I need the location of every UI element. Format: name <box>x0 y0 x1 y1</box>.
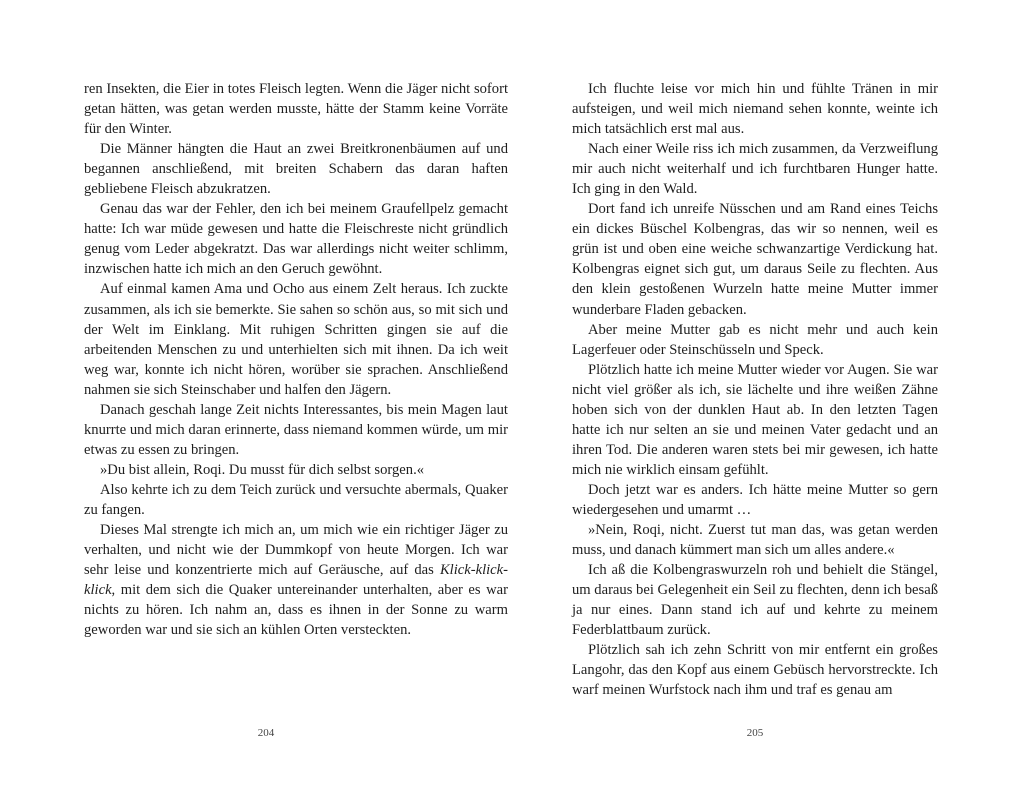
paragraph: Die Männer hängten die Haut an zwei Breitkronenbäumen auf und begannen anschließend, mit breiten Schabern das daran haften gebliebene Fleisch abzukratzen. <box>84 141 508 198</box>
text-run: Dieses Mal strengte ich mich an, um mich wie ein richtiger Jäger zu verhalten, und nicht wie der Dummkopf von heute Morgen. Ich war sehr leise und konzentrierte mich auf Geräusche, auf das <box>84 522 508 579</box>
emphasis-text: Klick-klick-klick <box>84 562 508 599</box>
paragraph: Plötzlich sah ich zehn Schritt von mir entfernt ein großes Langohr, das den Kopf aus einem Gebüsch hervorstreckte. Ich warf meinen Wurfstock nach ihm und traf es genau am <box>572 642 938 699</box>
paragraph: Also kehrte ich zu dem Teich zurück und versuchte abermals, Quaker zu fangen. <box>84 481 508 518</box>
paragraph: Danach geschah lange Zeit nichts Interessantes, bis mein Magen laut knurrte und mich daran erinnerte, dass niemand kommen würde, um mir etwas zu essen zu bringen. <box>84 401 508 458</box>
paragraph: Auf einmal kamen Ama und Ocho aus einem Zelt heraus. Ich zuckte zusammen, als ich sie bemerkte. Sie sahen so schön aus, so mit sich und der Welt im Einklang. Mit ruhigen Schritten gingen sie auf die arbeitenden Menschen zu und unterhielten sich mit ihnen. Da ich weit weg war, konnte ich nicht hören, worüber sie sprachen. Anschließend nahmen sie sich Steinschaber und halfen den Jägern. <box>84 281 508 398</box>
paragraph: »Du bist allein, Roqi. Du musst für dich selbst sorgen.« <box>100 461 425 478</box>
left-page <box>84 79 508 640</box>
paragraph: Genau das war der Fehler, den ich bei meinem Graufellpelz gemacht hatte: Ich war müde gewesen und hatte die Fleischreste nicht gründlich genug vom Leder abgekratzt. Das war allerdings nicht weiter schlimm, inzwischen hatte ich mich an den Geruch gewöhnt. <box>84 201 508 278</box>
paragraph: Doch jetzt war es anders. Ich hätte meine Mutter so gern wiedergesehen und umarmt … <box>572 481 938 518</box>
paragraph: Ich aß die Kolbengraswurzeln roh und behielt die Stängel, um daraus bei Gelegenheit ein Seil zu flechten, denn ich besaß ja nur eines. Dann stand ich auf und kehrte zu meinem Federblattbaum zurück. <box>572 562 938 639</box>
paragraph: ren Insekten, die Eier in totes Fleisch legten. Wenn die Jäger nicht sofort getan hätten, was getan werden musste, hätte der Stamm keine Vorräte für den Winter. <box>84 81 508 138</box>
paragraph <box>84 520 508 640</box>
page-number-left: 204 <box>257 727 275 739</box>
paragraph: Nach einer Weile riss ich mich zusammen, da Verzweiflung mir auch nicht weiterhalf und ich furchtbaren Hunger hatte. Ich ging in den Wald. <box>572 141 938 198</box>
text-run: , mit dem sich die Quaker untereinander unterhalten, aber es war nichts zu hören. Ich nahm an, dass es ihnen in der Sonne zu warm geworden war und sie sich an kühlen Orten versteckten. <box>84 582 508 639</box>
paragraph: Plötzlich hatte ich meine Mutter wieder vor Augen. Sie war nicht viel größer als ich, sie lächelte und ihre weißen Zähne hoben sich von der dunklen Haut ab. In den letzten Tagen hatte ich nur selten an sie und meinen Vater gedacht und an ihren Tod. Die anderen waren stets bei mir gewesen, ich hatte mich nie wirklich einsam gefühlt. <box>572 361 938 478</box>
right-page <box>572 79 938 700</box>
paragraph: »Nein, Roqi, nicht. Zuerst tut man das, was getan werden muss, und danach kümmert man sich um alles andere.« <box>572 522 938 559</box>
page-number-right: 205 <box>746 727 764 739</box>
paragraph: Aber meine Mutter gab es nicht mehr und auch kein Lagerfeuer oder Steinschüsseln und Speck. <box>572 321 938 358</box>
paragraph: Ich fluchte leise vor mich hin und fühlte Tränen in mir aufsteigen, und weil mich niemand sehen konnte, weinte ich mich tatsächlich erst mal aus. <box>572 81 938 138</box>
paragraph: Dort fand ich unreife Nüsschen und am Rand eines Teichs ein dickes Büschel Kolbengras, das wir so nennen, weil es grün ist und oben eine weiche schwanzartige Verdickung hat. Kolbengras eignet sich gut, um daraus Seile zu flechten. Aus den klein gestoßenen Wurzeln hatte meine Mutter immer wunderbare Fladen gebacken. <box>572 201 938 318</box>
